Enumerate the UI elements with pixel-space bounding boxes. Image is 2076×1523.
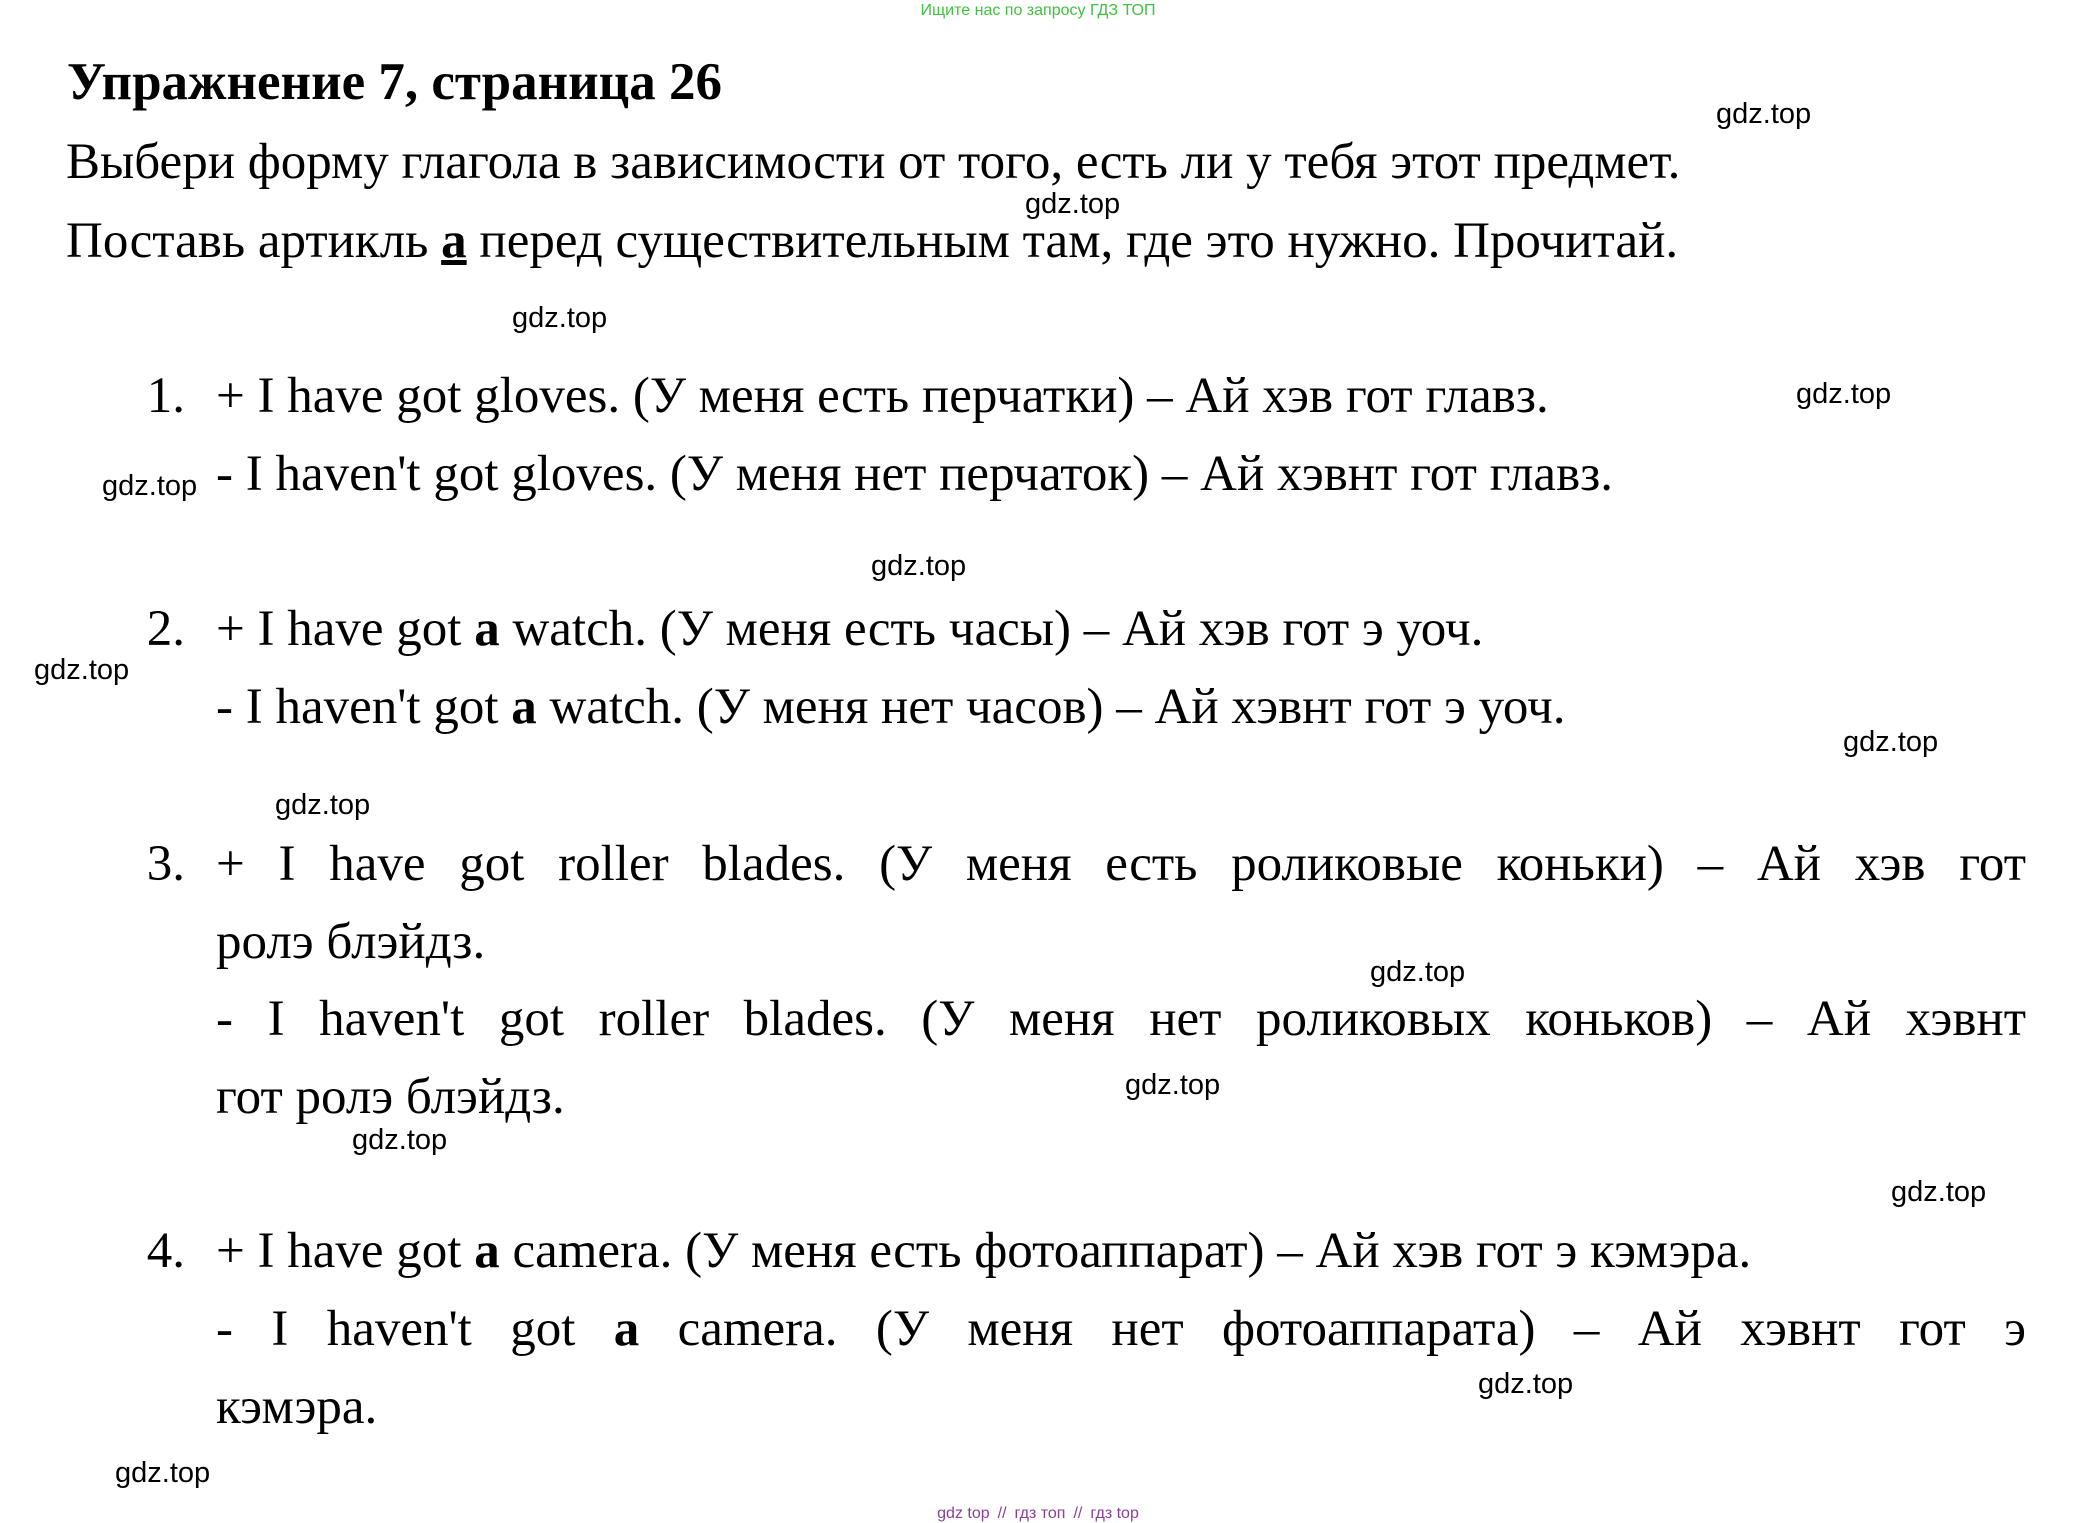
watermark: gdz.top [34, 654, 130, 686]
watermark: gdz.top [1716, 98, 1812, 130]
footer-separator: // [997, 1505, 1007, 1522]
top-banner-link[interactable]: Ищите нас по запросу ГДЗ ТОП [920, 2, 1156, 19]
instruction-line-1: Выбери форму глагола в зависимости от того, есть ли у тебя этот предмет. [66, 134, 1681, 190]
item-number-4: 4. [146, 1223, 185, 1279]
watermark: gdz.top [352, 1124, 448, 1156]
article-highlight: a [441, 213, 467, 269]
item-3-negative: - I haven't got roller blades. (У меня нет роликовых коньков) – Ай хэвнт [216, 991, 2026, 1047]
item-4-negative-cont: кэмэра. [216, 1379, 378, 1435]
watermark: gdz.top [871, 550, 967, 582]
page-title: Упражнение 7, страница 26 [67, 53, 722, 111]
footer-link[interactable]: гдз топ [1014, 1505, 1066, 1522]
item-3-positive-cont: ролэ блэйдз. [216, 914, 486, 970]
watermark: gdz.top [1370, 956, 1466, 988]
item-2-negative: - I haven't got a watch. (У меня нет часов) – Ай хэвнт гот э уоч. [216, 679, 1566, 735]
footer-links [0, 1505, 2076, 1523]
watermark: gdz.top [102, 470, 198, 502]
item-4-negative: - I haven't got a camera. (У меня нет фотоаппарата) – Ай хэвнт гот э [216, 1301, 2026, 1357]
item-1-negative: - I haven't got gloves. (У меня нет перчаток) – Ай хэвнт гот главз. [216, 446, 1614, 502]
instruction-line-2: Поставь артикль a перед существительным там, где это нужно. Прочитай. [66, 213, 1679, 269]
watermark: gdz.top [1891, 1176, 1987, 1208]
footer-link[interactable]: gdz top [937, 1505, 990, 1522]
item-3-positive: + I have got roller blades. (У меня есть роликовые коньки) – Ай хэв гот [216, 836, 2026, 892]
watermark: gdz.top [1478, 1368, 1574, 1400]
item-number-2: 2. [146, 601, 185, 657]
watermark: gdz.top [275, 789, 371, 821]
watermark: gdz.top [512, 302, 608, 334]
item-number-1: 1. [146, 368, 185, 424]
watermark: gdz.top [1843, 726, 1939, 758]
item-2-positive: + I have got a watch. (У меня есть часы) – Ай хэв гот э уоч. [216, 601, 1484, 657]
footer-separator: // [1073, 1505, 1083, 1522]
item-number-3: 3. [146, 836, 185, 892]
item-1-positive: + I have got gloves. (У меня есть перчатки) – Ай хэв гот главз. [216, 368, 1549, 424]
footer-link[interactable]: гдз top [1090, 1505, 1139, 1522]
item-4-positive: + I have got a camera. (У меня есть фотоаппарат) – Ай хэв гот э кэмэра. [216, 1223, 1752, 1279]
watermark: gdz.top [1796, 378, 1892, 410]
watermark: gdz.top [115, 1457, 211, 1489]
watermark: gdz.top [1125, 1069, 1221, 1101]
watermark: gdz.top [1025, 188, 1121, 220]
item-3-negative-cont: гот ролэ блэйдз. [216, 1069, 565, 1125]
